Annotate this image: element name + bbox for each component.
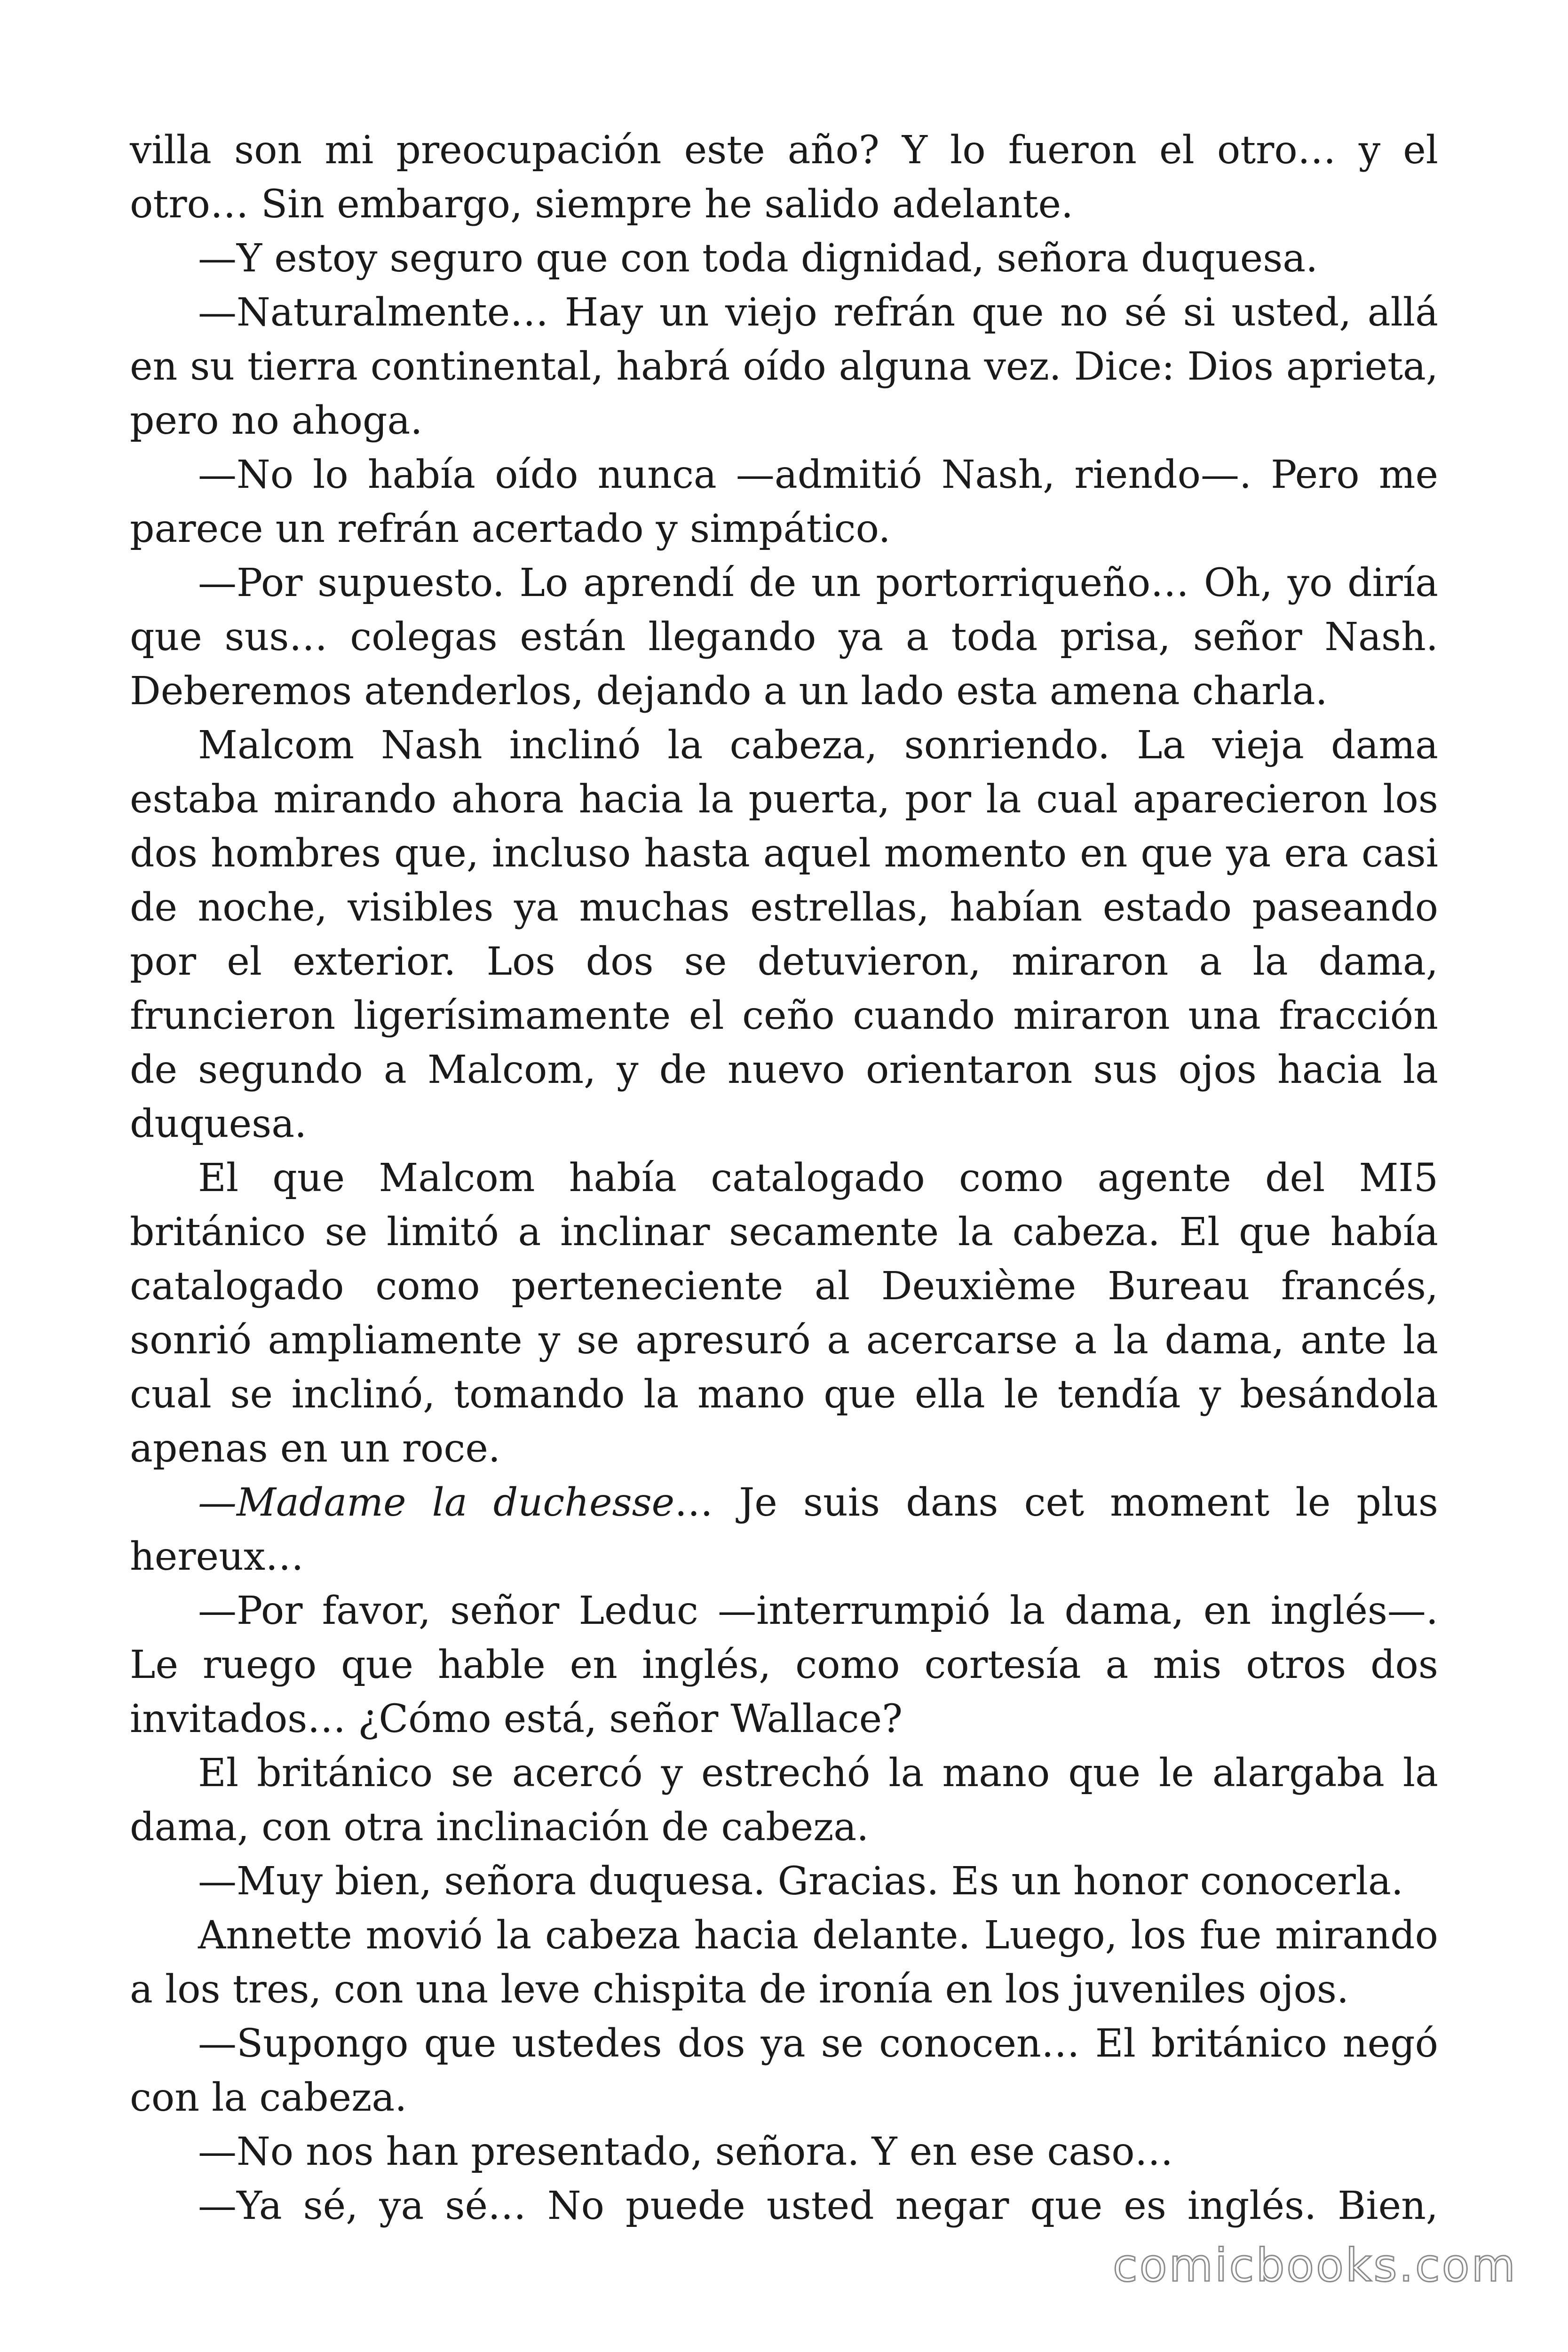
paragraph: El británico se acercó y estrechó la mano que le alargaba la dama, con otra inclinación de cabeza. (130, 1751, 1438, 1850)
paragraph: —Supongo que ustedes dos ya se conocen… El británico negó con la cabeza. (130, 2021, 1438, 2120)
paragraph: El que Malcom había catalogado como agente del MI5 británico se limitó a inclinar secamente la cabeza. El que había catalogado como perteneciente al Deuxième Bureau francés, sonrió ampliamente y se apresuró a acercarse a la dama, ante la cual se inclinó, tomando la mano que ella le tendía y besándola apenas en un roce. (130, 1156, 1438, 1471)
paragraph: —Ya sé, ya sé… No puede usted negar que es inglés. Bien, (198, 2184, 1438, 2228)
paragraph: —No nos han presentado, señora. Y en ese caso… (198, 2130, 1173, 2174)
paragraph (130, 1476, 1438, 1584)
paragraph: Annette movió la cabeza hacia delante. Luego, los fue mirando a los tres, con una leve chispita de ironía en los juveniles ojos. (130, 1913, 1438, 2012)
paragraph: —Por supuesto. Lo aprendí de un portorriqueño… Oh, yo diría que sus… colegas están llegando ya a toda prisa, señor Nash. Deberemos atenderlos, dejando a un lado esta amena charla. (130, 561, 1438, 714)
paragraph-text: … Je suis dans cet moment le plus hereux… (130, 1480, 1438, 1579)
page-text (130, 123, 1438, 2233)
paragraph: Malcom Nash inclinó la cabeza, sonriendo. La vieja dama estaba mirando ahora hacia la puerta, por la cual aparecieron los dos hombres que, incluso hasta aquel momento en que ya era casi de noche, visibles ya muchas estrellas, habían estado paseando por el exterior. Los dos se detuvieron, miraron a la dama, fruncieron ligerísimamente el ceño cuando miraron una fracción de segundo a Malcom, y de nuevo orientaron sus ojos hacia la duquesa. (130, 723, 1438, 1146)
paragraph: —Y estoy seguro que con toda dignidad, señora duquesa. (198, 236, 1318, 281)
watermark: comicbooks.com (1112, 2239, 1517, 2292)
paragraph: —Muy bien, señora duquesa. Gracias. Es un honor conocerla. (198, 1859, 1403, 1904)
paragraph: —No lo había oído nunca —admitió Nash, riendo—. Pero me parece un refrán acertado y simpático. (130, 453, 1438, 551)
italic-phrase: —Madame la duchesse (198, 1480, 675, 1525)
paragraph: —Naturalmente… Hay un viejo refrán que no sé si usted, allá en su tierra continental, habrá oído alguna vez. Dice: Dios aprieta, pero no ahoga. (130, 290, 1438, 443)
paragraph: villa son mi preocupación este año? Y lo fueron el otro… y el otro… Sin embargo, siempre he salido adelante. (130, 128, 1438, 227)
paragraph: —Por favor, señor Leduc —interrumpió la dama, en inglés—. Le ruego que hable en inglés, como cortesía a mis otros dos invitados… ¿Cómo está, señor Wallace? (130, 1589, 1438, 1741)
